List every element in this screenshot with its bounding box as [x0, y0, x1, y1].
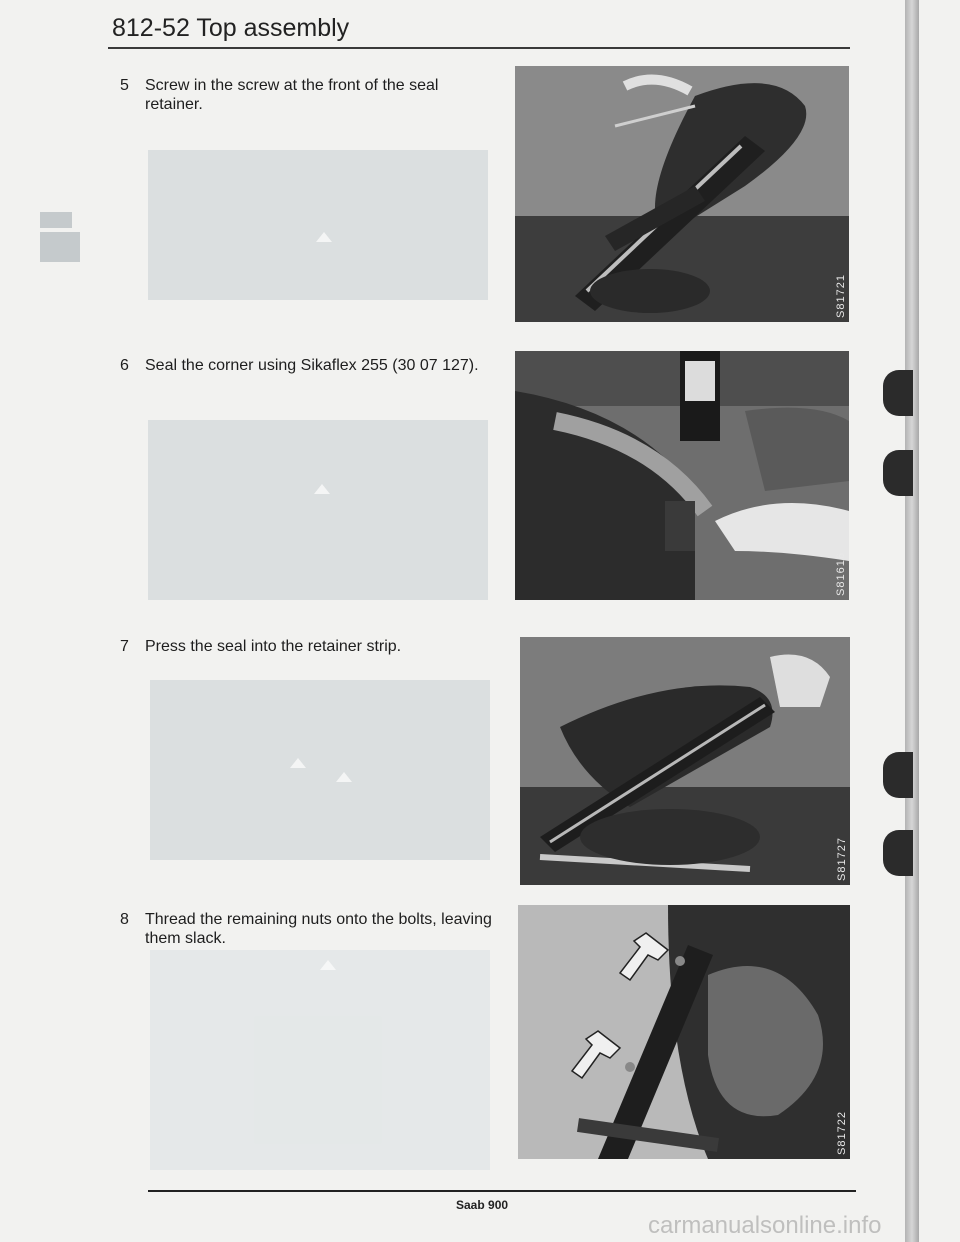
photo-illustration — [515, 66, 849, 322]
step-number: 6 — [120, 357, 129, 374]
step-instruction: Screw in the screw at the front of the seal retainer. — [145, 77, 439, 113]
step-5 — [120, 76, 490, 114]
bleed-through-marker — [336, 772, 352, 782]
step-6 — [120, 356, 485, 375]
step-number: 7 — [120, 638, 129, 655]
photo-code: S81616 — [835, 552, 847, 596]
bleed-through-marker — [316, 232, 332, 242]
section-tab — [883, 752, 913, 798]
photo-code: S81721 — [835, 274, 847, 318]
section-tab — [883, 450, 913, 496]
step-instruction: Seal the corner using Sikaflex 255 (30 07 127). — [145, 357, 479, 374]
step-7 — [120, 637, 490, 656]
header-divider — [108, 47, 850, 49]
watermark-text: carmanualsonline.info — [648, 1212, 882, 1239]
page-binding-edge — [905, 0, 919, 1242]
section-tab — [883, 370, 913, 416]
bleed-through-area — [148, 150, 488, 300]
photo-code: S81722 — [836, 1111, 848, 1155]
photo-nuts-bolts — [518, 905, 850, 1159]
bleed-through-marker — [320, 960, 336, 970]
page-title: 812-52 Top assembly — [112, 14, 350, 42]
step-instruction: Press the seal into the retainer strip. — [145, 638, 402, 655]
step-number: 8 — [120, 911, 129, 928]
photo-illustration — [515, 351, 849, 600]
bleed-through-mark — [40, 212, 72, 228]
photo-sikaflex-corner — [515, 351, 849, 600]
bleed-through-area — [150, 680, 490, 860]
bleed-through-marker — [314, 484, 330, 494]
step-number: 5 — [120, 77, 129, 94]
step-instruction: Thread the remaining nuts onto the bolts, leaving them slack. — [145, 911, 492, 947]
photo-press-seal — [520, 637, 850, 885]
bleed-through-area — [150, 950, 490, 1170]
photo-code: S81727 — [836, 837, 848, 881]
photo-illustration — [520, 637, 850, 885]
footer-model: Saab 900 — [456, 1198, 509, 1212]
bleed-through-mark — [40, 232, 80, 262]
photo-seal-retainer-screw — [515, 66, 849, 322]
photo-illustration — [518, 905, 850, 1159]
section-tab — [883, 830, 913, 876]
bleed-through-area — [148, 420, 488, 600]
bleed-through-marker — [290, 758, 306, 768]
step-8 — [120, 910, 495, 948]
footer-divider — [148, 1190, 856, 1192]
